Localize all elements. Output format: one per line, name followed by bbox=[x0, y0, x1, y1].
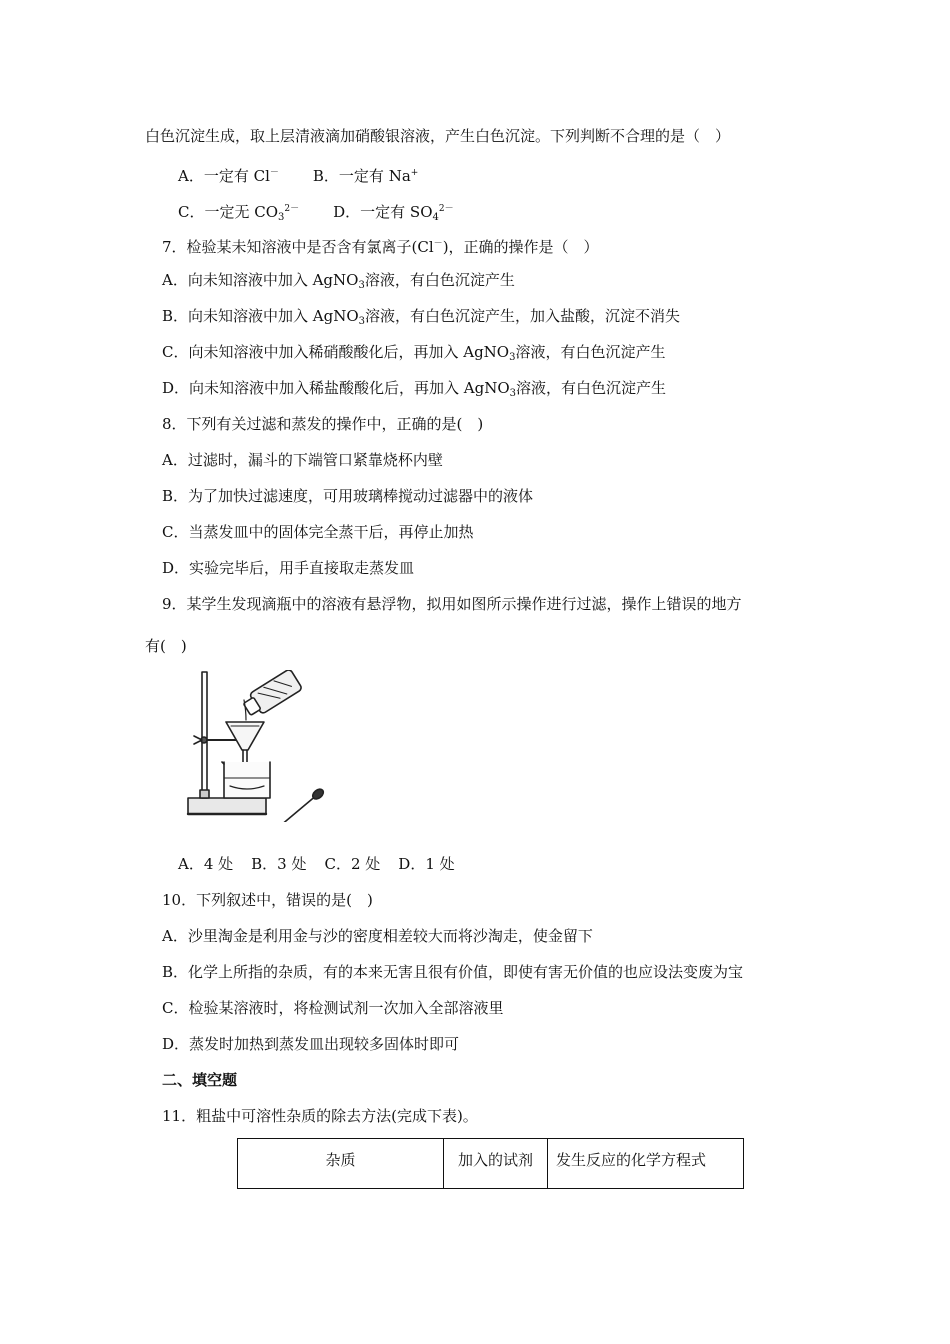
table-header-row bbox=[238, 1139, 744, 1189]
q8-option-b: B．为了加快过滤速度，可用玻璃棒搅动过滤器中的液体 bbox=[162, 487, 534, 505]
q6-option-c: C．一定无 $CO_3^{2-}$ bbox=[178, 203, 300, 223]
q9-options bbox=[178, 854, 455, 874]
q9-option-d: D．1 处 bbox=[398, 855, 455, 873]
q11-table bbox=[237, 1138, 744, 1189]
q6-option-a: A．一定有 Cl－ bbox=[178, 167, 279, 185]
q6-option-d: D．一定有 $SO_4^{2-}$ bbox=[333, 203, 454, 223]
q10-option-c: C．检验某溶液时，将检测试剂一次加入全部溶液里 bbox=[162, 999, 504, 1017]
q8-option-a: A．过滤时，漏斗的下端管口紧靠烧杯内壁 bbox=[162, 451, 443, 469]
q9-option-b: B．3 处 bbox=[251, 855, 307, 873]
q7-option-b: B．向未知溶液中加入 AgNO$_3$溶液，有白色沉淀产生，加入盐酸，沉淀不消失 bbox=[162, 307, 681, 327]
q10-option-d: D．蒸发时加热到蒸发皿出现较多固体时即可 bbox=[162, 1035, 460, 1053]
table-header-impurity: 杂质 bbox=[238, 1139, 444, 1189]
q7-option-d: D．向未知溶液中加入稀盐酸酸化后，再加入 AgNO$_3$溶液，有白色沉淀产生 bbox=[162, 379, 667, 399]
filtration-apparatus-figure bbox=[180, 670, 330, 822]
q11-stem: 11．粗盐中可溶性杂质的除去方法(完成下表)。 bbox=[162, 1107, 478, 1125]
q6-options-row1 bbox=[178, 163, 418, 186]
table-header-reagent: 加入的试剂 bbox=[444, 1139, 548, 1189]
q8-stem: 8．下列有关过滤和蒸发的操作中，正确的是( ) bbox=[162, 415, 484, 433]
q6-options-row2 bbox=[178, 199, 454, 228]
q7-stem: 7．检验某未知溶液中是否含有氯离子(Cl－)，正确的操作是（ ） bbox=[162, 238, 599, 256]
q9-stem-line2: 有( ) bbox=[145, 637, 187, 655]
q9-option-c: C．2 处 bbox=[324, 855, 381, 873]
q7-option-a: A．向未知溶液中加入 AgNO$_3$溶液，有白色沉淀产生 bbox=[162, 271, 515, 291]
q9-option-a: A．4 处 bbox=[178, 855, 234, 873]
section-heading-fill-in: 二、填空题 bbox=[162, 1071, 238, 1089]
q6-option-b: B．一定有 Na+ bbox=[312, 167, 419, 185]
q7-option-c: C．向未知溶液中加入稀硝酸酸化后，再加入 AgNO$_3$溶液，有白色沉淀产生 bbox=[162, 343, 666, 363]
q10-option-b: B．化学上所指的杂质，有的本来无害且很有价值，即使有害无价值的也应设法变废为宝 bbox=[162, 963, 744, 981]
q8-option-d: D．实验完毕后，用手直接取走蒸发皿 bbox=[162, 559, 415, 577]
q8-option-c: C．当蒸发皿中的固体完全蒸干后，再停止加热 bbox=[162, 523, 474, 541]
q10-option-a: A．沙里淘金是利用金与沙的密度相差较大而将沙淘走，使金留下 bbox=[162, 927, 593, 945]
q6-continuation: 白色沉淀生成，取上层清液滴加硝酸银溶液，产生白色沉淀。下列判断不合理的是（ ） bbox=[145, 127, 731, 145]
q10-stem: 10．下列叙述中，错误的是( ) bbox=[162, 891, 373, 909]
q9-stem-line1: 9．某学生发现滴瓶中的溶液有悬浮物，拟用如图所示操作进行过滤，操作上错误的地方 bbox=[162, 595, 742, 613]
table-header-equation: 发生反应的化学方程式 bbox=[548, 1139, 744, 1189]
